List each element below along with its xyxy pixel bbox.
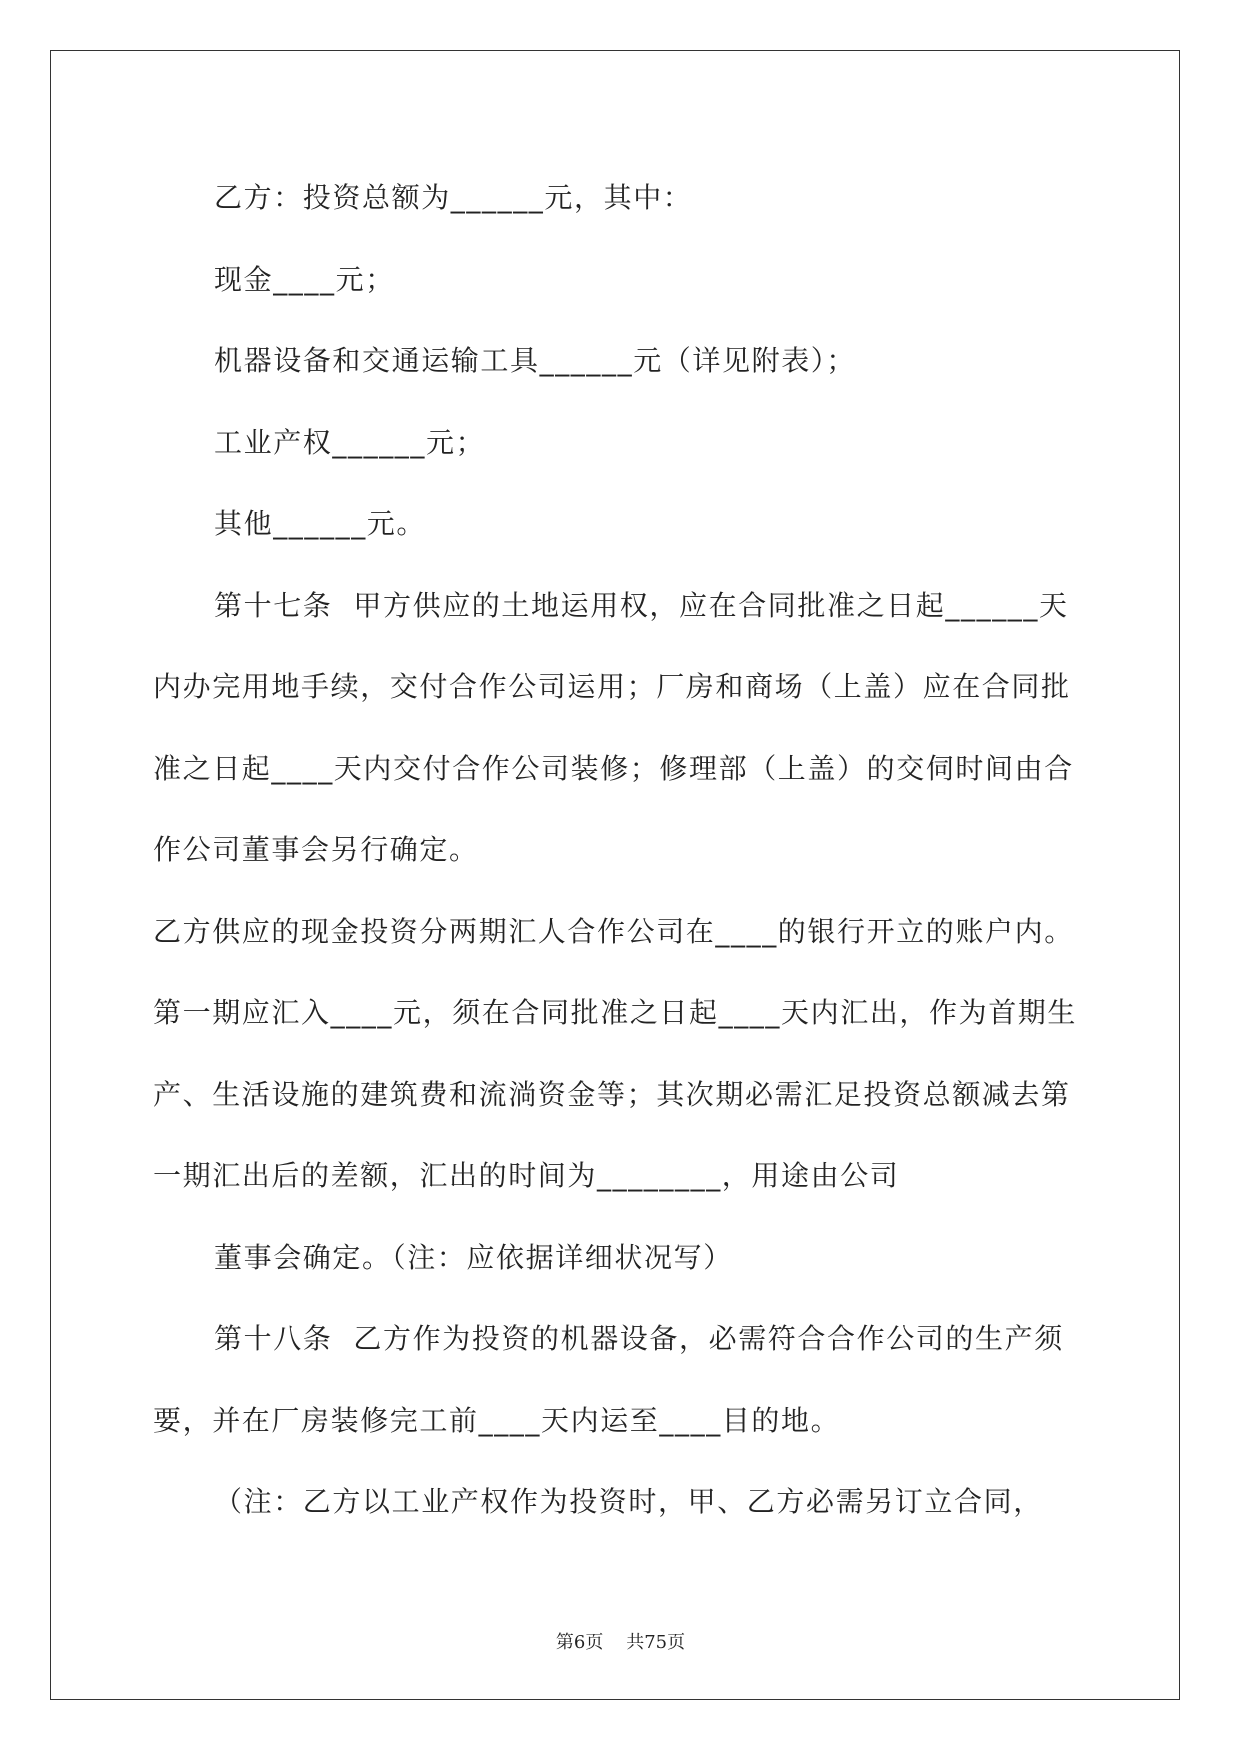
- document-body: [153, 157, 1089, 1543]
- page-number: 第6页: [555, 1632, 604, 1653]
- paragraph-industrial-property: 工业产权______元；: [214, 425, 486, 459]
- paragraph-cash: 现金____元；: [214, 262, 395, 296]
- paragraph-board-decision: 董事会确定。（注：应依据详细状况写）: [214, 1240, 733, 1274]
- paragraph-article-17: 第十七条 甲方供应的土地运用权，应在合同批准之日起______天内办完用地手续，交付合作公司运用；厂房和商场（上盖）应在合同批准之日起____天内交付合作公司装修；修理部（上盖）的交伺时间由合作公司董事会另行确定。: [153, 588, 1074, 866]
- paragraph-note: （注：乙方以工业产权作为投资时，甲、乙方必需另订立合同，: [214, 1485, 1043, 1518]
- paragraph-party-b-total: 乙方：投资总额为______元，其中：: [214, 181, 693, 214]
- paragraph-other: 其他______元。: [214, 507, 427, 540]
- page-footer: [0, 1628, 1241, 1654]
- paragraph-machinery: 机器设备和交通运输工具______元（详见附表）；: [214, 344, 857, 377]
- page-total: 共75页: [626, 1632, 686, 1653]
- paragraph-cash-investment: 乙方供应的现金投资分两期汇人合作公司在____的银行开立的账户内。第一期应汇入____元，须在合同批准之日起____天内汇出，作为首期生产、生活设施的建筑费和流淌资金等；其次期必需汇足投资总额减去第一期汇出后的差额，汇出的时间为________，用途由公司: [153, 914, 1078, 1192]
- paragraph-article-18: 第十八条 乙方作为投资的机器设备，必需符合合作公司的生产须要，并在厂房装修完工前____天内运至____目的地。: [153, 1322, 1064, 1437]
